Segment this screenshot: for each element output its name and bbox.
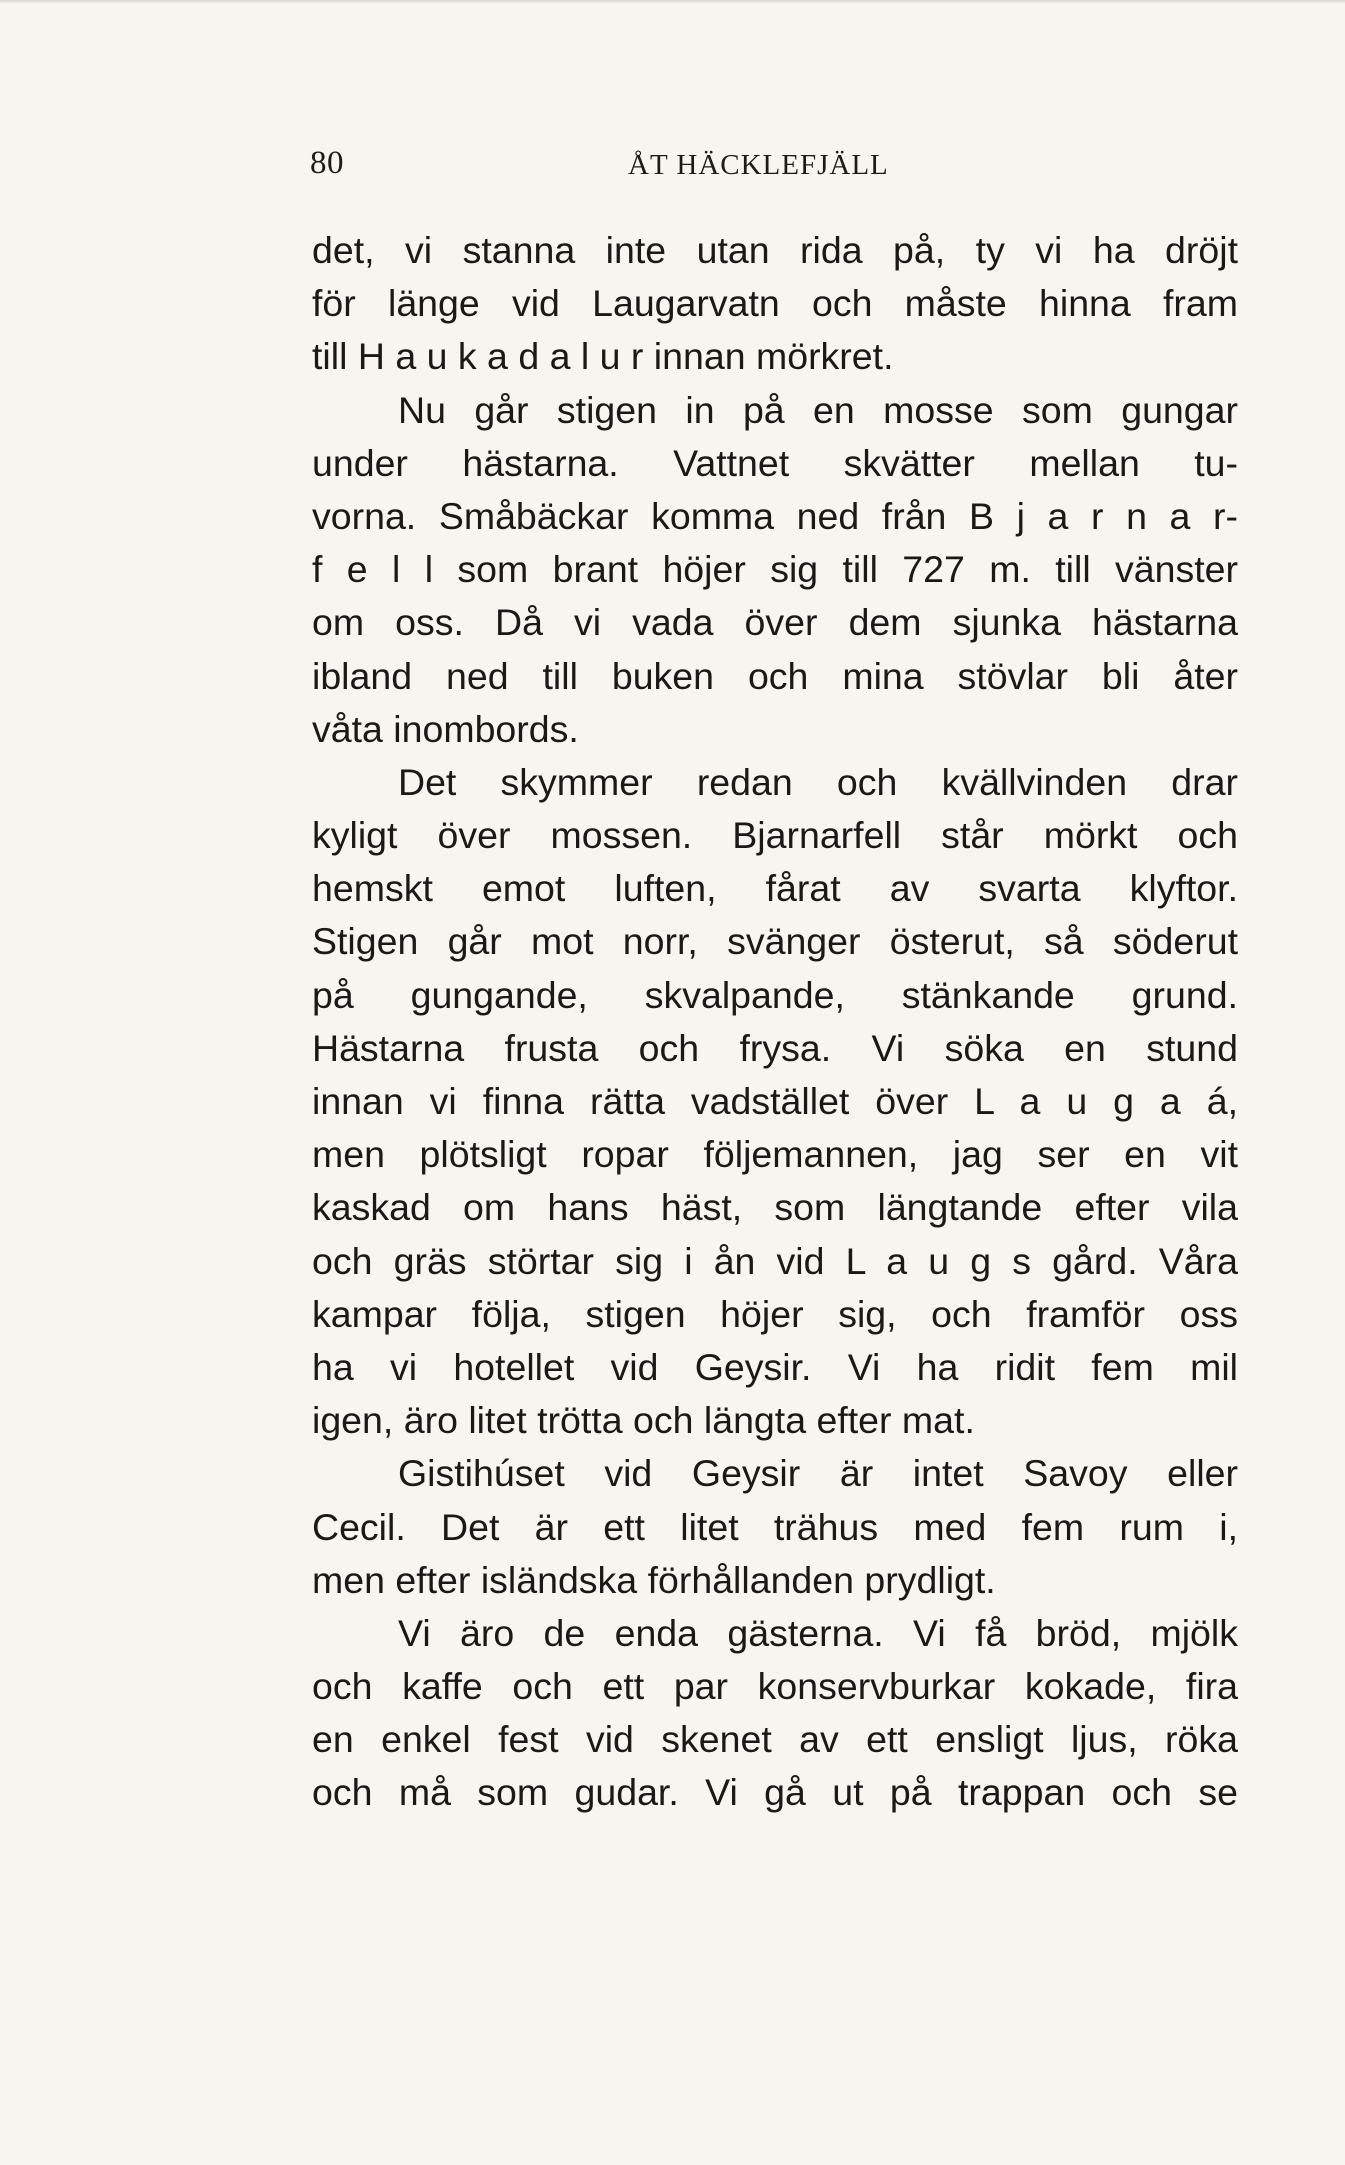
text-line: Hästarna frusta och frysa. Vi söka en stund [312, 1026, 1238, 1069]
text-line: kaskad om hans häst, som längtande efter vila [312, 1186, 1238, 1229]
text-line: Gistihúset vid Geysir är intet Savoy eller [398, 1452, 1238, 1495]
text-line: Vi äro de enda gästerna. Vi få bröd, mjölk [398, 1611, 1238, 1654]
text-line: våta inombords. [312, 707, 579, 750]
text-line: ha vi hotellet vid Geysir. Vi ha ridit fem mil [312, 1345, 1238, 1388]
text-line: kyligt över mossen. Bjarnarfell står mörkt och [312, 814, 1238, 857]
text-line: det, vi stanna inte utan rida på, ty vi ha dröjt [312, 229, 1238, 271]
text-line: f e l l som brant höjer sig till 727 m. till vänster [312, 548, 1238, 591]
text-line: på gungande, skvalpande, stänkande grund. [312, 973, 1238, 1016]
text-line: och kaffe och ett par konservburkar kokade, fira [312, 1665, 1238, 1708]
text-line: till H a u k a d a l u r innan mörkret. [312, 335, 894, 378]
text-line: för länge vid Laugarvatn och måste hinna fram [312, 282, 1238, 325]
text-line: igen, äro litet trötta och längta efter mat. [312, 1399, 975, 1442]
page-header [310, 145, 930, 195]
text-line: kampar följa, stigen höjer sig, och framför oss [312, 1292, 1238, 1335]
text-line: hemskt emot luften, fårat av svarta klyftor. [312, 867, 1238, 910]
text-line: Stigen går mot norr, svänger österut, så söderut [312, 920, 1238, 963]
text-line: Det skymmer redan och kvällvinden drar [398, 760, 1238, 803]
text-line: ibland ned till buken och mina stövlar bli åter [312, 654, 1238, 697]
text-line: under hästarna. Vattnet skvätter mellan tu- [312, 441, 1238, 484]
text-line: och må som gudar. Vi gå ut på trappan och se [312, 1771, 1238, 1814]
page-number: 80 [310, 145, 344, 181]
text-line: Cecil. Det är ett litet trähus med fem rum i, [312, 1505, 1238, 1548]
body-text [312, 224, 1238, 1820]
text-line: om oss. Då vi vada över dem sjunka hästarna [312, 601, 1238, 644]
text-line: och gräs störtar sig i ån vid L a u g s gård. Våra [312, 1239, 1238, 1282]
text-line: innan vi finna rätta vadstället över L a u g a á, [312, 1080, 1238, 1122]
text-line: en enkel fest vid skenet av ett ensligt ljus, röka [312, 1718, 1238, 1761]
text-line: vorna. Småbäckar komma ned från B j a r n a r- [312, 494, 1238, 537]
text-line: men efter isländska förhållanden prydligt. [312, 1558, 996, 1601]
text-line: Nu går stigen in på en mosse som gungar [398, 388, 1238, 431]
text-line: men plötsligt ropar följemannen, jag ser en vit [312, 1133, 1238, 1176]
running-title: ÅT HÄCKLEFJÄLL [628, 149, 889, 181]
